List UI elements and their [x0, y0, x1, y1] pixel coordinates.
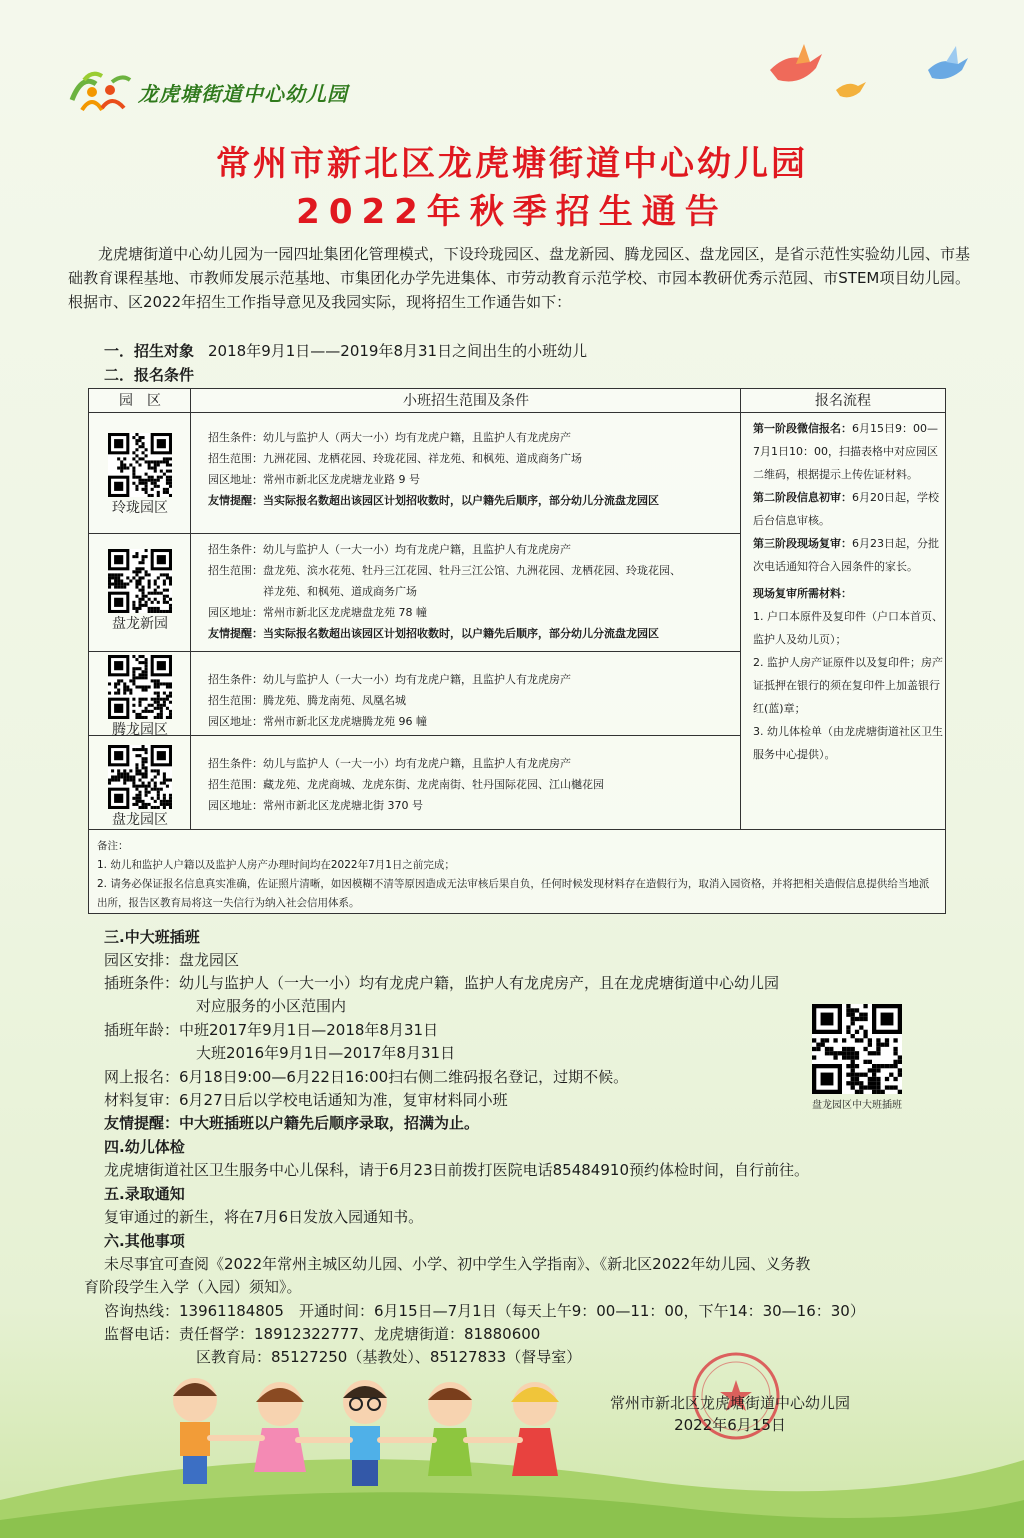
supervise-phone: 监督电话：责任督学：18912322777、龙虎塘街道：81880600	[104, 1325, 541, 1343]
conditions-cell	[208, 753, 738, 816]
note-item: 2. 请务必保证报名信息真实准确，佐证照片清晰，如因模糊不清等原因造成无法审核后果自负，任何时候发现材料存在造假行为，取消入园资格，并将把相关造假信息提供给当地派出所，报告区教育局将这一失信行为纳入社会信用体系。	[97, 878, 930, 909]
condition-line: 招生条件：幼儿与监护人（一大一小）均有龙虎户籍，且监护人有龙虎房产	[208, 673, 571, 686]
condition-line: 园区地址：常州市新北区龙虎塘盘龙苑 78 幢	[208, 606, 427, 619]
campus-cell	[89, 745, 191, 829]
campus-name: 玲珑园区	[112, 500, 168, 516]
registration-table	[88, 388, 946, 914]
title-line1: 常州市新北区龙虎塘街道中心幼儿园	[216, 144, 808, 184]
divider	[89, 829, 945, 830]
issue-date: 2022年6月15日	[674, 1416, 786, 1434]
condition-line: 招生条件：幼儿与监护人（两大一小）均有龙虎户籍，且监护人有龙虎房产	[208, 431, 571, 444]
col-header-campus: 园 区	[89, 389, 191, 413]
section3-age-senior: 大班2016年9月1日—2017年8月31日	[196, 1044, 456, 1062]
transfer-qr-code-icon[interactable]	[812, 1004, 902, 1094]
registration-process	[753, 417, 943, 766]
section1-value: 2018年9月1日——2019年8月31日之间出生的小班幼儿	[208, 342, 588, 360]
qr-code-icon[interactable]	[108, 549, 172, 613]
divider	[89, 651, 741, 652]
phase1-text: 6月15日9：00—7月1日10：00，扫描表格中对应园区二维码，根据提示上传佐证材料。	[753, 422, 938, 481]
condition-line: 园区地址：常州市新北区龙虎塘北街 370 号	[208, 799, 423, 812]
intro-paragraph: 龙虎塘街道中心幼儿园为一园四址集团化管理模式，下设玲珑园区、盘龙新园、腾龙园区、盘龙园区，是省示范性实验幼儿园、市基础教育课程基地、市教师发展示范基地、市集团化办学先进集体、市劳动教育示范学校、市园本教研优秀示范园、市STEM项目幼儿园。根据市、区2022年招生工作指导意见及我园实际，现将招生工作通告如下：	[68, 245, 970, 311]
section6-text2: 育阶段学生入学（入园）须知》。	[84, 1278, 302, 1296]
section3-condition-cont: 对应服务的小区范围内	[196, 997, 347, 1015]
section4-heading	[104, 1136, 185, 1159]
campus-cell	[89, 655, 191, 739]
section3-review: 材料复审：6月27日后以学校电话通知为准，复审材料同小班	[104, 1091, 508, 1109]
condition-line: 园区地址：常州市新北区龙虎塘腾龙苑 96 幢	[208, 715, 427, 728]
materials-label	[753, 582, 943, 605]
campus-name: 盘龙新园	[112, 616, 168, 632]
qr-caption: 盘龙园区中大班插班	[812, 1100, 902, 1111]
materials-label-text: 现场复审所需材料：	[753, 587, 852, 600]
section6-text1: 未尽事宜可查阅《2022年常州主城区幼儿园、小学、初中学生入学指南》、《新北区2022年幼儿园、义务教	[104, 1255, 811, 1273]
section5-text: 复审通过的新生，将在7月6日发放入园通知书。	[104, 1208, 424, 1226]
phase3	[753, 532, 943, 578]
phase1	[753, 417, 943, 486]
phase3-label: 第三阶段现场复审：	[753, 537, 852, 550]
section6-heading-text: 六.其他事项	[104, 1232, 185, 1250]
section3-tip	[104, 1112, 479, 1135]
section1-heading: 一．招生对象	[104, 342, 195, 360]
divider	[89, 533, 741, 534]
section2-heading: 二．报名条件	[104, 366, 195, 384]
section5-heading-text: 五.录取通知	[104, 1185, 185, 1203]
campus-cell	[89, 549, 191, 633]
note-item: 1. 幼儿和监护人户籍以及监护人房产办理时间均在2022年7月1日之前完成；	[97, 859, 455, 871]
notes-label: 备注：	[97, 840, 129, 852]
section6-heading	[104, 1230, 185, 1253]
condition-line: 招生范围：九洲花园、龙栖花园、玲珑花园、祥龙苑、和枫苑、道成商务广场	[208, 452, 582, 465]
logo-figures-icon	[62, 70, 134, 114]
section4-text: 龙虎塘街道社区卫生服务中心儿保科，请于6月23日前拨打医院电话85484910预约体检时间，自行前往。	[104, 1161, 809, 1179]
material-item: 3. 幼儿体检单（由龙虎塘街道社区卫生服务中心提供）。	[753, 725, 943, 761]
section3-condition: 插班条件：幼儿与监护人（一大一小）均有龙虎户籍，监护人有龙虎房产，且在龙虎塘街道中心幼儿园	[104, 974, 780, 992]
issuing-organization: 常州市新北区龙虎塘街道中心幼儿园	[609, 1394, 850, 1412]
campus-name: 腾龙园区	[112, 722, 168, 738]
section3-heading	[104, 926, 200, 949]
campus-name: 盘龙园区	[112, 812, 168, 828]
condition-line: 招生条件：幼儿与监护人（一大一小）均有龙虎户籍，且监护人有龙虎房产	[208, 757, 571, 770]
condition-line: 招生范围：腾龙苑、腾龙南苑、凤凰名城	[208, 694, 406, 707]
col-header-conditions: 小班招生范围及条件	[191, 389, 741, 413]
phase1-label: 第一阶段微信报名：	[753, 422, 852, 435]
section3-online-registration: 网上报名：6月18日9:00—6月22日16:00扫右侧二维码报名登记，过期不候。	[104, 1068, 629, 1086]
qr-code-icon[interactable]	[108, 433, 172, 497]
condition-tip: 友情提醒：当实际报名数超出该园区计划招收数时，以户籍先后顺序，部分幼儿分流盘龙园区	[208, 494, 659, 507]
col-header-process: 报名流程	[741, 389, 945, 413]
section1	[104, 340, 587, 362]
conditions-cell	[208, 427, 738, 511]
condition-tip: 友情提醒：当实际报名数超出该园区计划招收数时，以户籍先后顺序，部分幼儿分流盘龙园区	[208, 627, 659, 640]
section4-heading-text: 四.幼儿体检	[104, 1138, 185, 1156]
material-item: 1. 户口本原件及复印件（户口本首页、监护人及幼儿页）；	[753, 610, 943, 646]
children-illustration	[150, 1368, 580, 1504]
condition-line: 园区地址：常州市新北区龙虎塘龙业路 9 号	[208, 473, 420, 486]
supervise-phone-cont: 区教育局：85127250（基教处）、85127833（督导室）	[196, 1348, 582, 1366]
condition-line: 招生范围：藏龙苑、龙虎商城、龙虎东街、龙虎南街、牡丹国际花园、江山樾花园	[208, 778, 604, 791]
section3-campus: 园区安排：盘龙园区	[104, 951, 240, 969]
condition-line: 招生范围：盘龙苑、滨水花苑、牡丹三江花园、牡丹三江公馆、九洲花园、龙栖花园、玲珑花园、	[208, 564, 681, 577]
campus-cell	[89, 433, 191, 517]
conditions-cell	[208, 669, 738, 732]
table-notes	[97, 837, 939, 913]
section3-heading-text: 三.中大班插班	[104, 928, 200, 946]
notice-title	[0, 140, 1024, 236]
divider	[740, 389, 741, 829]
qr-code-icon[interactable]	[108, 655, 172, 719]
birds-icon	[760, 40, 990, 110]
hotline: 咨询热线：13961184805 开通时间：6月15日—7月1日（每天上午9：00—11：00，下午14：30—16：30）	[104, 1302, 865, 1320]
phase3-text: 6月23日起，分批次电话通知符合入园条件的家长。	[753, 537, 939, 573]
phase2-label: 第二阶段信息初审：	[753, 491, 852, 504]
phase2	[753, 486, 943, 532]
signature-block	[560, 1392, 900, 1436]
section3-age-middle: 插班年龄：中班2017年9月1日—2018年8月31日	[104, 1021, 439, 1039]
conditions-cell	[208, 539, 738, 644]
section3-tip-text: 友情提醒：中大班插班以户籍先后顺序录取，招满为止。	[104, 1114, 480, 1132]
section5-heading	[104, 1183, 185, 1206]
title-line2: 2022年秋季招生通告	[296, 192, 728, 232]
logo-text: 龙虎塘街道中心幼儿园	[138, 81, 348, 106]
material-item: 2. 监护人房产证原件以及复印件；房产证抵押在银行的须在复印件上加盖银行红(蓝)章；	[753, 656, 943, 715]
condition-line: 祥龙苑、和枫苑、道成商务广场	[208, 585, 417, 598]
qr-code-icon[interactable]	[108, 745, 172, 809]
kindergarten-logo	[62, 70, 412, 114]
condition-line: 招生条件：幼儿与监护人（一大一小）均有龙虎户籍，且监护人有龙虎房产	[208, 543, 571, 556]
phase2-text: 6月20日起，学校后台信息审核。	[753, 491, 939, 527]
